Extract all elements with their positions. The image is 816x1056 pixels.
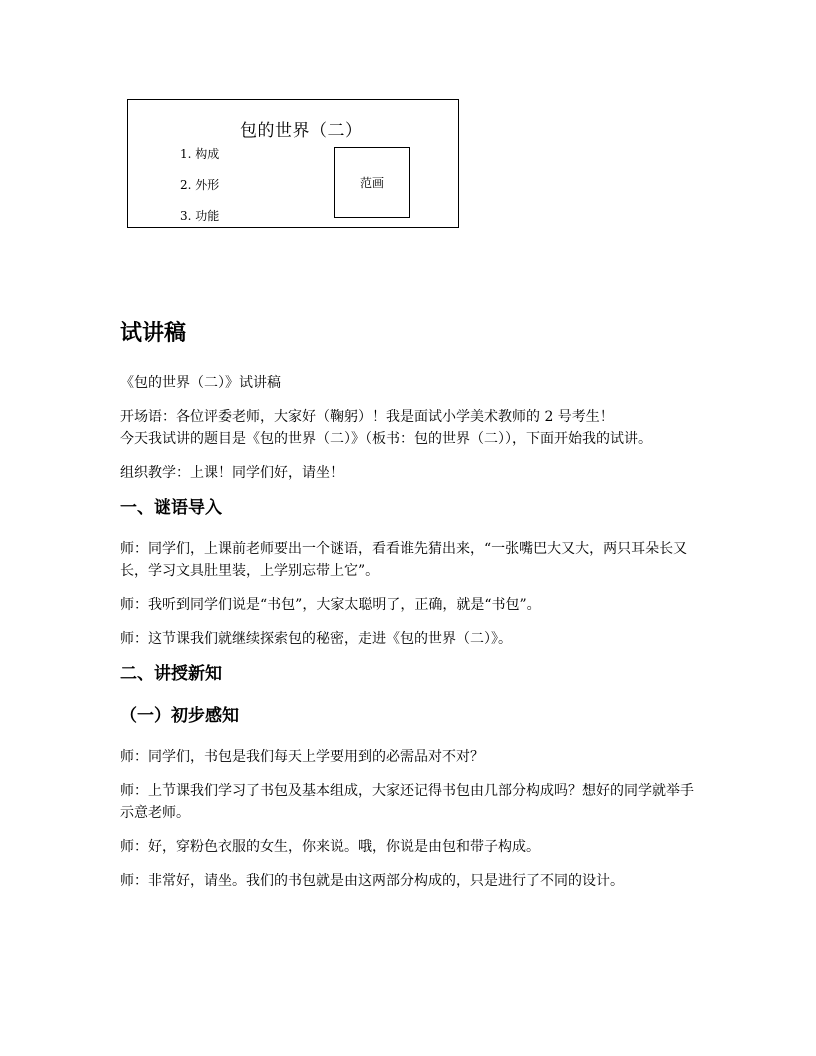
paragraph: 师：上节课我们学习了书包及基本组成，大家还记得书包由几部分构成吗？想好的同学就举手示意老师。 (120, 783, 694, 821)
section-heading: 二、讲授新知 (120, 664, 222, 684)
lecture-script (120, 318, 700, 904)
board-item: 2. 外形 (180, 178, 220, 192)
board-list (180, 146, 219, 239)
sample-drawing-box: 范画 (334, 147, 410, 218)
board-item: 3. 功能 (180, 209, 220, 223)
organize-line: 组织教学：上课！同学们好，请坐！ (120, 465, 344, 481)
paragraph: 师：好，穿粉色衣服的女生，你来说。哦，你说是由包和带子构成。 (120, 839, 540, 855)
opening-line-1: 开场语：各位评委老师，大家好（鞠躬）！我是面试小学美术教师的 2 号考生！ (120, 409, 614, 425)
paragraph: 师：这节课我们就继续探索包的秘密，走进《包的世界（二）》。 (120, 631, 512, 647)
subsection-heading: （一）初步感知 (120, 706, 239, 726)
blackboard-sketch (127, 99, 459, 228)
paragraph: 师：同学们，书包是我们每天上学要用到的必需品对不对？ (120, 749, 484, 765)
doc-subtitle: 《包的世界（二）》试讲稿 (120, 375, 281, 391)
paragraph: 师：我听到同学们说是“书包”，大家太聪明了，正确，就是“书包”。 (120, 597, 541, 613)
doc-title: 试讲稿 (120, 320, 187, 346)
paragraph: 师：非常好，请坐。我们的书包就是由这两部分构成的，只是进行了不同的设计。 (120, 873, 624, 889)
opening-line-2: 今天我试讲的题目是《包的世界（二）》（板书：包的世界（二）），下面开始我的试讲。 (120, 431, 652, 447)
board-item: 1. 构成 (180, 147, 220, 161)
paragraph: 师：同学们，上课前老师要出一个谜语，看看谁先猜出来，“一张嘴巴大又大，两只耳朵长又长，学习文具肚里装，上学别忘带上它”。 (120, 541, 688, 579)
section-heading: 一、谜语导入 (120, 498, 222, 518)
board-title: 包的世界（二） (240, 121, 363, 141)
